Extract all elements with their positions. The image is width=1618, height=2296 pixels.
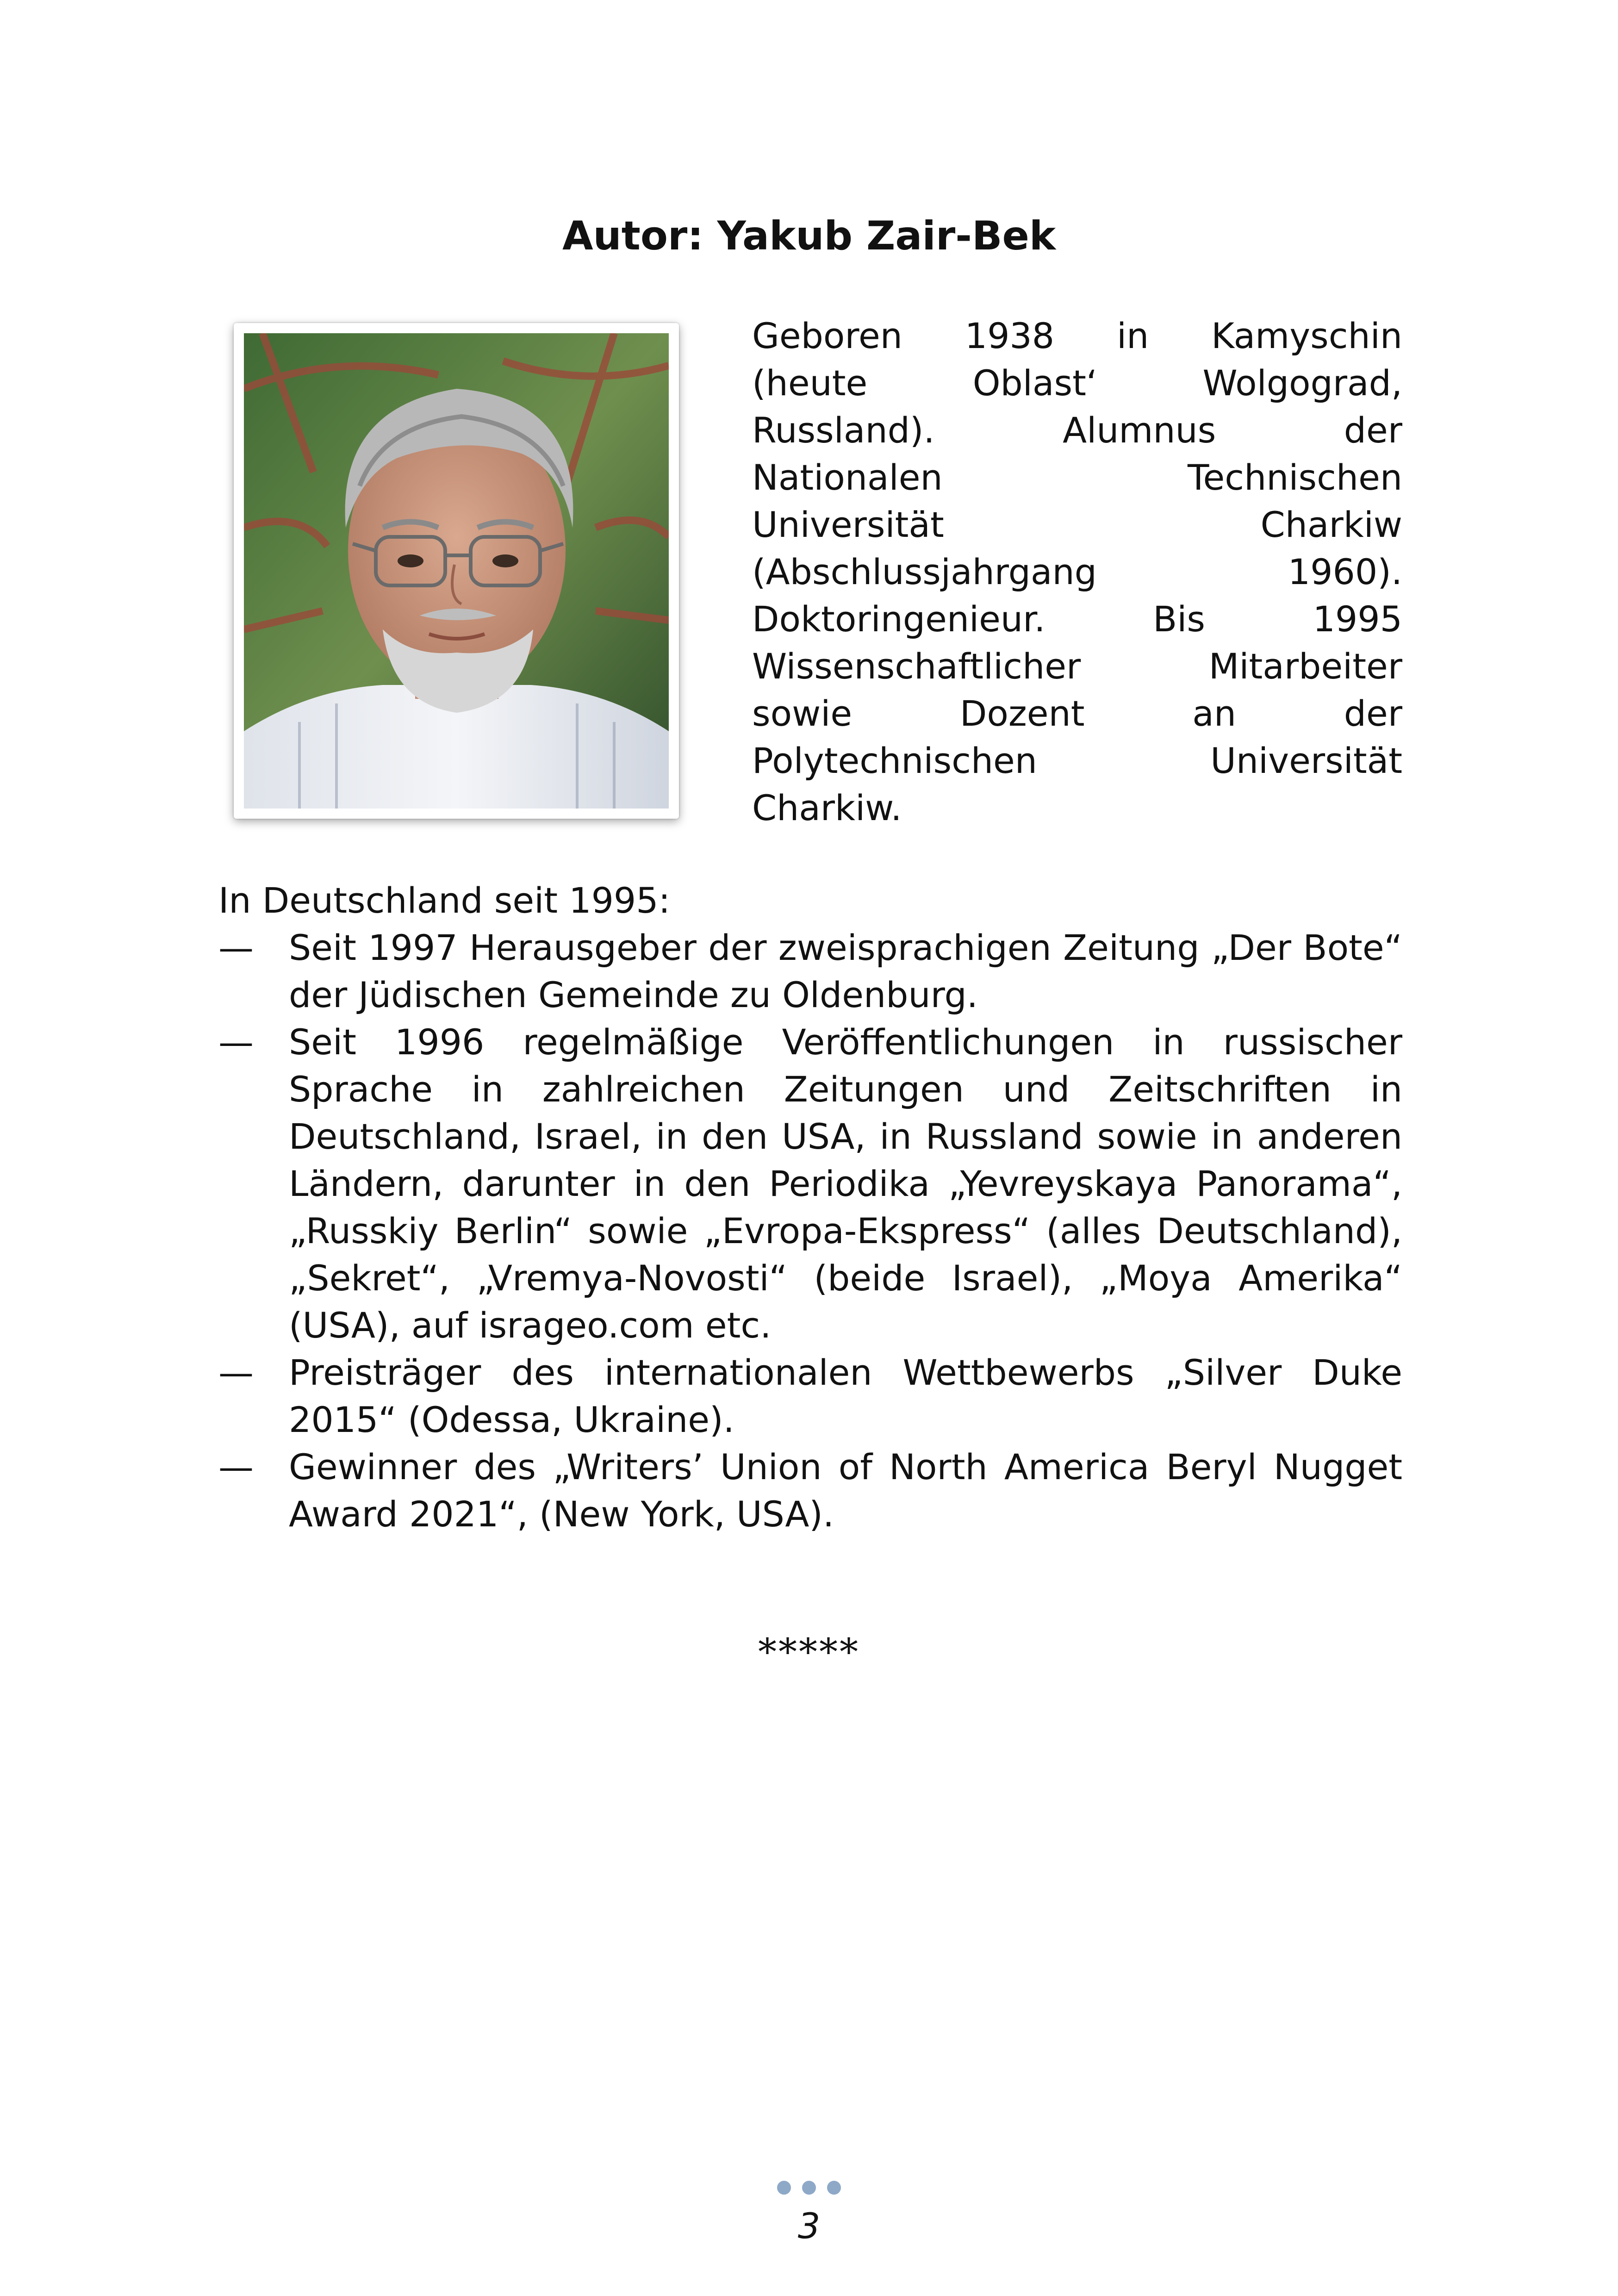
intro-line: Nationalen Technischen [752, 457, 1402, 498]
list-item-text: Seit 1997 Herausgeber der zweisprachigen Zeitung „Der Bote“ der Jüdischen Gemeinde zu Oldenburg. [289, 927, 1402, 1015]
intro-line: Geboren 1938 in Kamyschin [752, 315, 1402, 356]
dash-bullet: — [218, 1021, 254, 1063]
list-item-text: Seit 1996 regelmäßige Veröffentlichungen in russischer Sprache in zahlreichen Zeitungen und Zeitschriften in Deutschland, Israel, in den USA, in Russland sowie in anderen Ländern, darunter in den Periodika „Yevreyskaya Panorama“, „Russkiy Berlin“ sowie „Evropa-Ekspress“ (alles Deutschland), „Sekret“, „Vremya-Novosti“ (beide Israel), „Moya Amerika“ (USA), auf isrageo.com etc. [289, 1021, 1402, 1346]
dash-bullet: — [218, 1446, 254, 1487]
activity-list [218, 924, 1402, 1538]
intro-line: Russland). Alumnus der [752, 410, 1402, 451]
author-portrait-image [244, 333, 669, 809]
intro-line: Polytechnischen Universität [752, 740, 1402, 781]
intro-line: (Abschlussjahrgang 1960). [752, 551, 1402, 592]
page-title: Autor: Yakub Zair-Bek [562, 213, 1056, 259]
list-item [218, 1019, 1402, 1349]
page-number: 3 [797, 2205, 821, 2246]
list-item-text: Gewinner des „Writers’ Union of North America Beryl Nugget Award 2021“, (New York, USA). [289, 1446, 1402, 1535]
ornament-dot [827, 2181, 841, 2195]
page-ornament-dots [0, 2181, 1618, 2196]
ornament-dot [777, 2181, 791, 2195]
intro-line: Wissenschaftlicher Mitarbeiter [752, 646, 1402, 687]
author-intro [752, 312, 1402, 832]
intro-line: Doktoringenieur. Bis 1995 [752, 598, 1402, 640]
dash-bullet: — [218, 1352, 254, 1393]
list-item [218, 924, 1402, 1019]
intro-line: (heute Oblast‘ Wolgograd, [752, 362, 1402, 404]
intro-line: Universität Charkiw [752, 504, 1402, 545]
germany-lead: In Deutschland seit 1995: [218, 880, 671, 921]
list-item [218, 1444, 1402, 1538]
list-item [218, 1349, 1402, 1444]
list-item-text: Preisträger des internationalen Wettbewerbs „Silver Duke 2015“ (Odessa, Ukraine). [289, 1352, 1402, 1440]
ornament-dot [802, 2181, 816, 2195]
section-separator: ***** [758, 1630, 860, 1674]
intro-line: sowie Dozent an der [752, 693, 1402, 734]
intro-line: Charkiw. [752, 787, 902, 828]
author-photo [234, 323, 679, 819]
dash-bullet: — [218, 927, 254, 968]
